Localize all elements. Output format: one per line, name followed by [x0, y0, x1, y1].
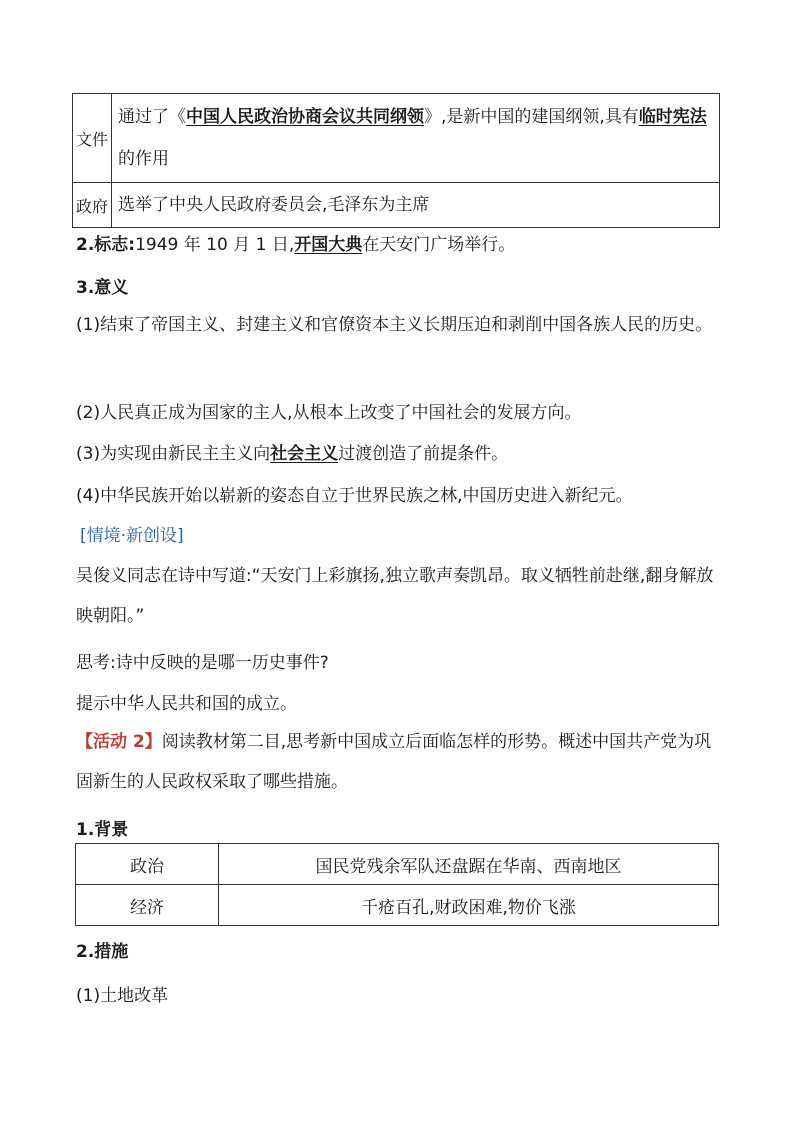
meaning-item-3: (3)为实现由新民主主义向社会主义过渡创造了前提条件。 [76, 444, 509, 464]
row-label-government: 政府 [73, 183, 112, 228]
background-label: 经济 [76, 885, 219, 926]
meaning-item-4: (4)中华民族开始以崭新的姿态自立于世界民族之林,中国历史进入新纪元。 [76, 486, 633, 506]
table-row [76, 844, 719, 885]
common-program-title: 中国人民政治协商会议共同纲领 [186, 107, 424, 127]
founding-ceremony: 开国大典 [294, 235, 363, 255]
section-heading-meaning: 3.意义 [76, 278, 129, 298]
background-text: 国民党残余军队还盘踞在华南、西南地区 [219, 844, 719, 885]
scenario-question: 思考:诗中反映的是哪一历史事件? [76, 653, 329, 673]
measures-item-1: (1)土地改革 [76, 986, 169, 1006]
table-row [76, 885, 719, 926]
scenario-tag: [情境·新创设] [80, 526, 184, 546]
founding-table [72, 93, 720, 228]
founding-mark-line: 2.标志:1949 年 10 月 1 日,开国大典在天安门广场举行。 [76, 235, 516, 255]
section-heading-background: 1.背景 [76, 820, 129, 840]
row-label-document: 文件 [73, 94, 112, 183]
activity-2: 【活动 2】阅读教材第二目,思考新中国成立后面临怎样的形势。概述中国共产党为巩固新生的人民政权采取了哪些措施。 [76, 732, 712, 792]
section-heading-measures: 2.措施 [76, 942, 129, 962]
meaning-item-2: (2)人民真正成为国家的主人,从根本上改变了中国社会的发展方向。 [76, 403, 582, 423]
provisional-constitution: 临时宪法 [638, 107, 707, 127]
table-row [73, 94, 720, 183]
activity-tag: 【活动 2】 [76, 732, 162, 752]
background-table [75, 843, 719, 926]
scenario-poem: 吴俊义同志在诗中写道:“天安门上彩旗扬,独立歌声奏凯昂。取义牺牲前赴继,翻身解放映朝阳。” [76, 566, 714, 626]
background-label: 政治 [76, 844, 219, 885]
table-row [73, 183, 720, 228]
meaning-item-1: (1)结束了帝国主义、封建主义和官僚资本主义长期压迫和剥削中国各族人民的历史。 [76, 315, 713, 335]
row-text-document: 通过了《中国人民政治协商会议共同纲领》,是新中国的建国纲领,具有临时宪法的作用 [112, 94, 720, 183]
background-text: 千疮百孔,财政困难,物价飞涨 [219, 885, 719, 926]
scenario-answer: 提示中华人民共和国的成立。 [76, 694, 297, 714]
row-text-government: 选举了中央人民政府委员会,毛泽东为主席 [112, 183, 720, 228]
socialism-term: 社会主义 [270, 444, 339, 464]
